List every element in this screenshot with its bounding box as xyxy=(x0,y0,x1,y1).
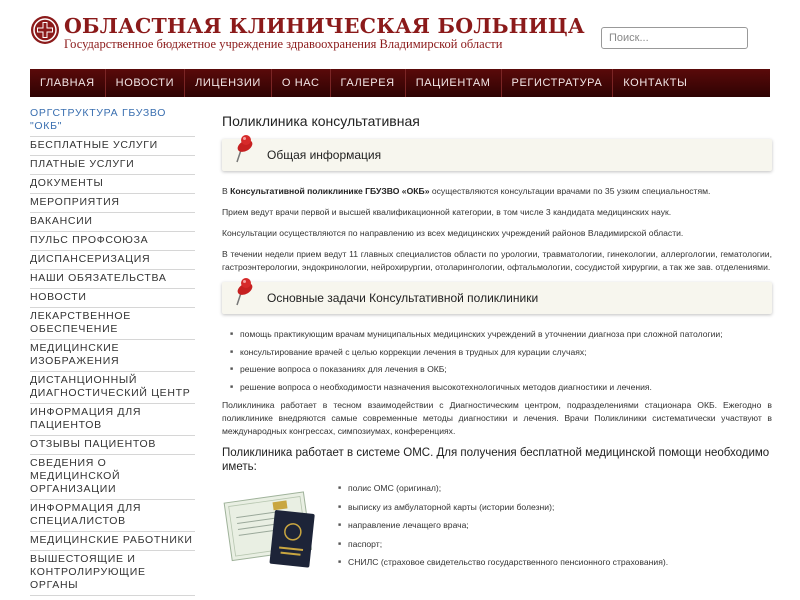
paragraph-specialists: В течении недели прием ведут 11 главных специалистов области по урологии, травматологии, гинекологии, аллергологии, гематологии, гастроэнтерологии, эндокринологии, нейрохирургии, отоларингологии, офтальмологии, сосудистой хирургии, а так же зав. отделениями. xyxy=(222,249,772,272)
sidebar-item-patient-reviews[interactable]: ОТЗЫВЫ ПАЦИЕНТОВ xyxy=(30,436,195,455)
header xyxy=(0,0,800,68)
hospital-logo-icon[interactable] xyxy=(31,16,59,44)
sidebar-item-patient-info[interactable]: ИНФОРМАЦИЯ ДЛЯ ПАЦИЕНТОВ xyxy=(30,404,195,436)
section-title: Основные задачи Консультативной поликлиники xyxy=(267,291,539,305)
search-input[interactable] xyxy=(601,27,748,49)
paragraph-intro xyxy=(222,185,772,198)
required-documents-list xyxy=(338,482,668,575)
sidebar-item-orgstructure[interactable]: ОРГСТРУКТУРА ГБУЗВО "ОКБ" xyxy=(30,105,195,137)
main-content xyxy=(222,107,772,582)
sidebar-item-vacancies[interactable]: ВАКАНСИИ xyxy=(30,213,195,232)
site-title[interactable]: ОБЛАСТНАЯ КЛИНИЧЕСКАЯ БОЛЬНИЦА xyxy=(64,14,585,38)
nav-item-home[interactable]: ГЛАВНАЯ xyxy=(30,69,106,97)
sidebar-item-free-services[interactable]: БЕСПЛАТНЫЕ УСЛУГИ xyxy=(30,137,195,156)
nav-item-contacts[interactable]: КОНТАКТЫ xyxy=(623,77,688,89)
intro-bold: Консультативной поликлинике ГБУЗВО «ОКБ» xyxy=(230,186,430,196)
oms-documents xyxy=(222,482,772,582)
paragraph-doctors: Прием ведут врачи первой и высшей квалификационной категории, в том числе 3 кандидата медицинских наук. xyxy=(222,207,672,217)
list-item: ■ направление лечащего врача; xyxy=(338,519,668,531)
list-item: ■ помощь практикующим врачам муниципальных медицинских учреждений в уточнении диагноза при сложной патологии; xyxy=(230,328,772,341)
intro-prefix: В xyxy=(222,186,231,196)
list-item: ■ решение вопроса о показаниях для лечения в ОКБ; xyxy=(230,363,772,376)
top-nav xyxy=(30,69,770,97)
sidebar-item-documents[interactable]: ДОКУМЕНТЫ xyxy=(30,175,195,194)
sidebar-item-supervisory-bodies[interactable]: ВЫШЕСТОЯЩИЕ И КОНТРОЛИРУЮЩИЕ ОРГАНЫ xyxy=(30,551,195,596)
list-item: ■ полис ОМС (оригинал); xyxy=(338,482,668,494)
sidebar-item-union[interactable]: ПУЛЬС ПРОФСОЮЗА xyxy=(30,232,195,251)
nav-item-licenses[interactable]: ЛИЦЕНЗИИ xyxy=(185,69,272,97)
sidebar-item-medical-images[interactable]: МЕДИЦИНСКИЕ ИЗОБРАЖЕНИЯ xyxy=(30,340,195,372)
pushpin-icon xyxy=(234,134,256,164)
sidebar-item-paid-services[interactable]: ПЛАТНЫЕ УСЛУГИ xyxy=(30,156,195,175)
sidebar-item-dispensary[interactable]: ДИСПАНСЕРИЗАЦИЯ xyxy=(30,251,195,270)
section-title: Общая информация xyxy=(267,148,382,162)
sidebar-item-medical-staff[interactable]: МЕДИЦИНСКИЕ РАБОТНИКИ xyxy=(30,532,195,551)
documents-image xyxy=(222,482,332,572)
pushpin-icon xyxy=(234,277,256,307)
list-item: ■ консультирование врачей с целью коррекции лечения в трудных для курации случаях; xyxy=(230,346,772,359)
sidebar-item-events[interactable]: МЕРОПРИЯТИЯ xyxy=(30,194,195,213)
section-general-info xyxy=(222,139,772,171)
sidebar-item-specialist-info[interactable]: ИНФОРМАЦИЯ ДЛЯ СПЕЦИАЛИСТОВ xyxy=(30,500,195,532)
list-item: ■ решение вопроса о необходимости назначения высокотехнологичных методов диагностики и лечения. xyxy=(230,381,772,394)
paragraph-referrals: Консультации осуществляются по направлению из всех медицинских учреждений районов Владимирской области. xyxy=(222,228,684,238)
site-subtitle: Государственное бюджетное учреждение здравоохранения Владимирской области xyxy=(64,37,503,51)
sidebar-item-org-info[interactable]: СВЕДЕНИЯ О МЕДИЦИНСКОЙ ОРГАНИЗАЦИИ xyxy=(30,455,195,500)
nav-item-registry[interactable]: РЕГИСТРАТУРА xyxy=(502,69,614,97)
list-item: ■ паспорт; xyxy=(338,538,668,550)
intro-suffix: осуществляются консультации врачами по 35 узким специальностям. xyxy=(429,186,711,196)
nav-item-patients[interactable]: ПАЦИЕНТАМ xyxy=(406,69,502,97)
tasks-list xyxy=(230,328,772,393)
list-item: ■ выписку из амбулаторной карты (истории болезни); xyxy=(338,501,668,513)
list-item: ■ СНИЛС (страховое свидетельство государственного пенсионного страхования). xyxy=(338,556,668,568)
sidebar-item-news[interactable]: НОВОСТИ xyxy=(30,289,195,308)
page-title: Поликлиника консультативная xyxy=(222,113,420,129)
section-main-tasks xyxy=(222,282,772,314)
oms-heading: Поликлиника работает в системе ОМС. Для получения бесплатной медицинской помощи необходимо иметь: xyxy=(222,447,770,473)
paragraph-cooperation: Поликлиника работает в тесном взаимодействии с Диагностическим центром, подразделениями стационара ОКБ. Ежегодно в поликлинике внедряются самые современные методы диагностики и лечения. Врачи Поликлиники систематически участвуют в международных конгрессах, симпозиумах, конференциях. xyxy=(222,400,772,436)
sidebar xyxy=(30,105,195,596)
sidebar-item-drug-supply[interactable]: ЛЕКАРСТВЕННОЕ ОБЕСПЕЧЕНИЕ xyxy=(30,308,195,340)
sidebar-item-remote-diagnostics[interactable]: ДИСТАНЦИОННЫЙ ДИАГНОСТИЧЕСКИЙ ЦЕНТР xyxy=(30,372,195,404)
nav-item-about[interactable]: О НАС xyxy=(272,69,331,97)
nav-item-news[interactable]: НОВОСТИ xyxy=(106,69,185,97)
nav-item-gallery[interactable]: ГАЛЕРЕЯ xyxy=(331,69,406,97)
sidebar-item-obligations[interactable]: НАШИ ОБЯЗАТЕЛЬСТВА xyxy=(30,270,195,289)
